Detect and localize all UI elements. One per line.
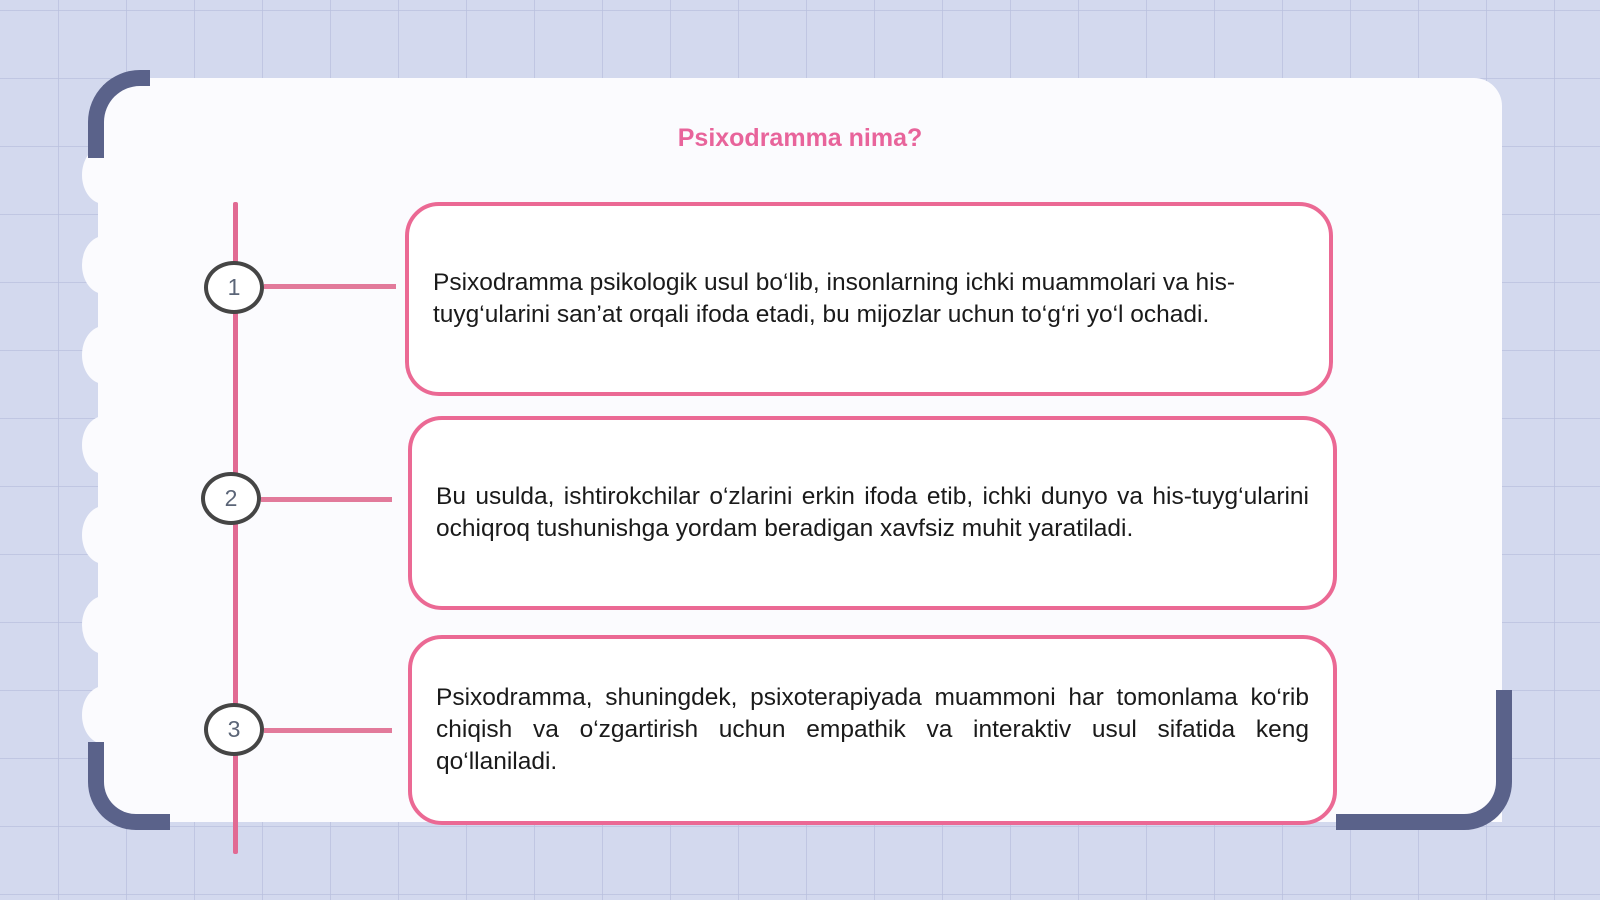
sheet-scallop [82,326,126,384]
step-2-circle: 2 [201,472,261,525]
step-3-text: Psixodramma, shuningdek, psixoterapiyada muammoni har tomonlama ko‘rib chiqish va o‘zgartirish uchun empathik va interaktiv usul sifatida keng qo‘llaniladi. [436,684,1309,775]
step-1-text: Psixodramma psikologik usul bo‘lib, insonlarning ichki muammolari va his-tuyg‘ularini san’at orqali ifoda etadi, bu mijozlar uchun to‘g‘ri yo‘l ochadi. [433,269,1236,328]
step-2-connector [261,497,392,502]
step-1-circle: 1 [204,261,264,314]
step-1-connector [264,284,396,289]
sheet-scallop [82,236,126,294]
sheet-scallop [82,686,126,744]
sheet-scallop [82,506,126,564]
step-2-text: Bu usulda, ishtirokchilar o‘zlarini erkin ifoda etib, ichki dunyo va his-tuyg‘ularini ochiqroq tushunishga yordam beradigan xavfsiz muhit yaratiladi. [436,483,1309,542]
step-2-card [408,416,1337,610]
step-3-card [408,635,1337,825]
step-1-card [405,202,1333,396]
sheet-scallop [82,596,126,654]
slide-title: Psixodramma nima? [677,124,923,152]
step-3-connector [264,728,392,733]
corner-bracket-bottom-right [1336,690,1512,830]
corner-bracket-bottom-left [88,742,170,830]
step-3-circle: 3 [204,703,264,756]
sheet-scallop [82,416,126,474]
